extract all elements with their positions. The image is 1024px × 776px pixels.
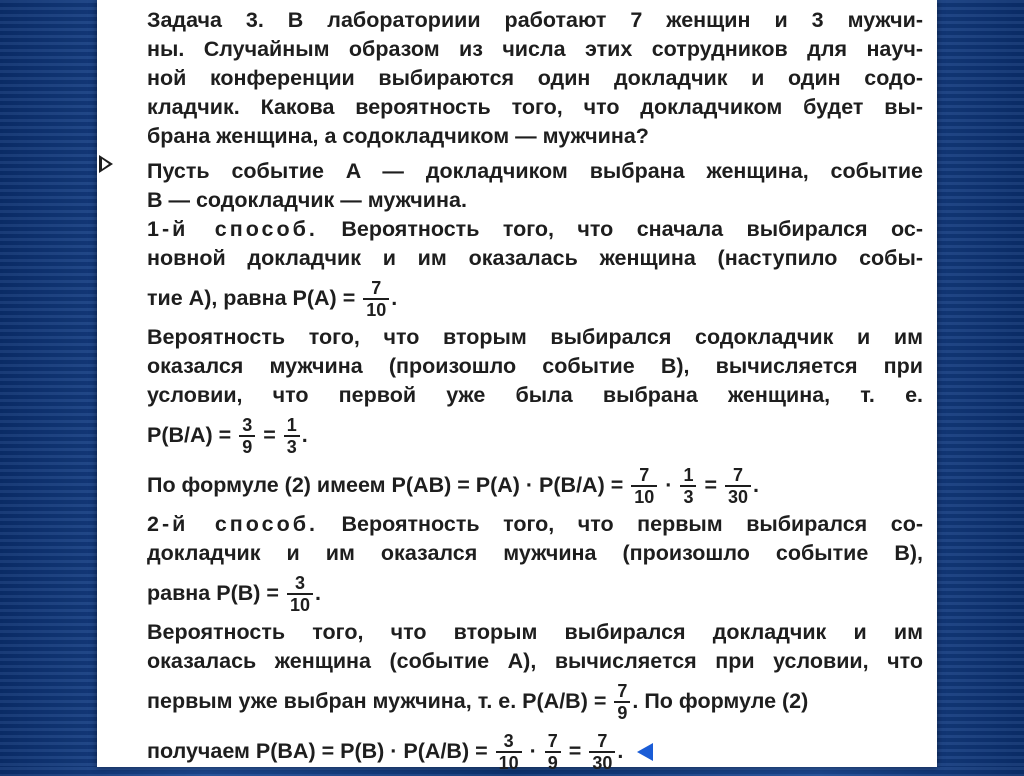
method1-label: 1-й способ. <box>147 217 318 241</box>
method2-line-1: 2-й способ. Вероятность того, что первым выбирался со- <box>147 512 923 536</box>
method1-pBA-line: P(B/A) = $\frac{3}{9}$ = $\frac{1}{3}$ . <box>147 415 308 458</box>
solution-end-icon <box>637 743 653 761</box>
method2-pAB-line: первым уже выбран мужчина, т. е. P(A/B) = $\frac{7}{9}$ . По формуле (2) <box>147 681 809 724</box>
fraction-pBA-1: $\frac{3}{9}$ <box>239 415 255 457</box>
problem-line-4: кладчик. Какова вероятность того, что докладчиком будет вы- <box>147 95 923 119</box>
fraction-g2: $\frac{7}{9}$ <box>545 731 561 773</box>
fraction-pBA-2: $\frac{1}{3}$ <box>284 415 300 457</box>
fraction-f1: $\frac{7}{10}$ <box>631 465 657 507</box>
method1-para2-3: условии, что первой уже была выбрана женщина, т. е. <box>147 383 923 407</box>
method2-pB-line: равна P(B) = $\frac{3}{10}$ . <box>147 573 321 616</box>
fraction-f2: $\frac{1}{3}$ <box>680 465 696 507</box>
fraction-g3: $\frac{7}{30}$ <box>589 731 615 773</box>
problem-line-3: ной конференции выбираются один докладчик и один содо- <box>147 66 923 90</box>
method2-para2-1: Вероятность того, что вторым выбирался докладчик и им <box>147 620 923 644</box>
page-content <box>147 6 923 776</box>
problem-line-5: брана женщина, а содокладчиком — мужчина? <box>147 124 649 148</box>
method1-para2-2: оказался мужчина (произошло событие B), вычисляется при <box>147 354 923 378</box>
method1-formula-line: По формуле (2) имеем P(AB) = P(A) · P(B/A) = $\frac{7}{10}$ · $\frac{1}{3}$ = $\frac{7}{30}$ . <box>147 465 759 508</box>
method1-line-1: 1-й способ. Вероятность того, что сначала выбирался ос- <box>147 217 923 241</box>
solution-start-icon <box>99 155 113 173</box>
method1-pA-line: тие A), равна P(A) = $\frac{7}{10}$ . <box>147 278 398 321</box>
method1-line-2: новной докладчик и им оказалась женщина (наступило собы- <box>147 246 923 270</box>
method1-para2-1: Вероятность того, что вторым выбирался содокладчик и им <box>147 325 923 349</box>
fraction-f3: $\frac{7}{30}$ <box>725 465 751 507</box>
textbook-page <box>97 0 937 774</box>
fraction-pA: $\frac{7}{10}$ <box>363 278 389 320</box>
solution-intro-1: Пусть событие A — докладчиком выбрана женщина, событие <box>147 159 923 183</box>
method2-final-line: получаем P(BA) = P(B) · P(A/B) = $\frac{3}{10}$ · $\frac{7}{9}$ = $\frac{7}{30}$ . <box>147 726 923 776</box>
method2-para2-2: оказалась женщина (событие A), вычисляется при условии, что <box>147 649 923 673</box>
fraction-pAB: $\frac{7}{9}$ <box>614 681 630 723</box>
fraction-pB: $\frac{3}{10}$ <box>287 573 313 615</box>
problem-title: Задача 3. <box>147 8 264 32</box>
problem-line-2: ны. Случайным образом из числа этих сотрудников для науч- <box>147 37 923 61</box>
solution-intro-2: B — содокладчик — мужчина. <box>147 188 467 212</box>
fraction-g1: $\frac{3}{10}$ <box>496 731 522 773</box>
method2-label: 2-й способ. <box>147 512 318 536</box>
problem-line-1: Задача 3. В лабораториии работают 7 женщин и 3 мужчи- <box>147 8 923 32</box>
method2-line-2: докладчик и им оказался мужчина (произошло событие B), <box>147 541 923 565</box>
